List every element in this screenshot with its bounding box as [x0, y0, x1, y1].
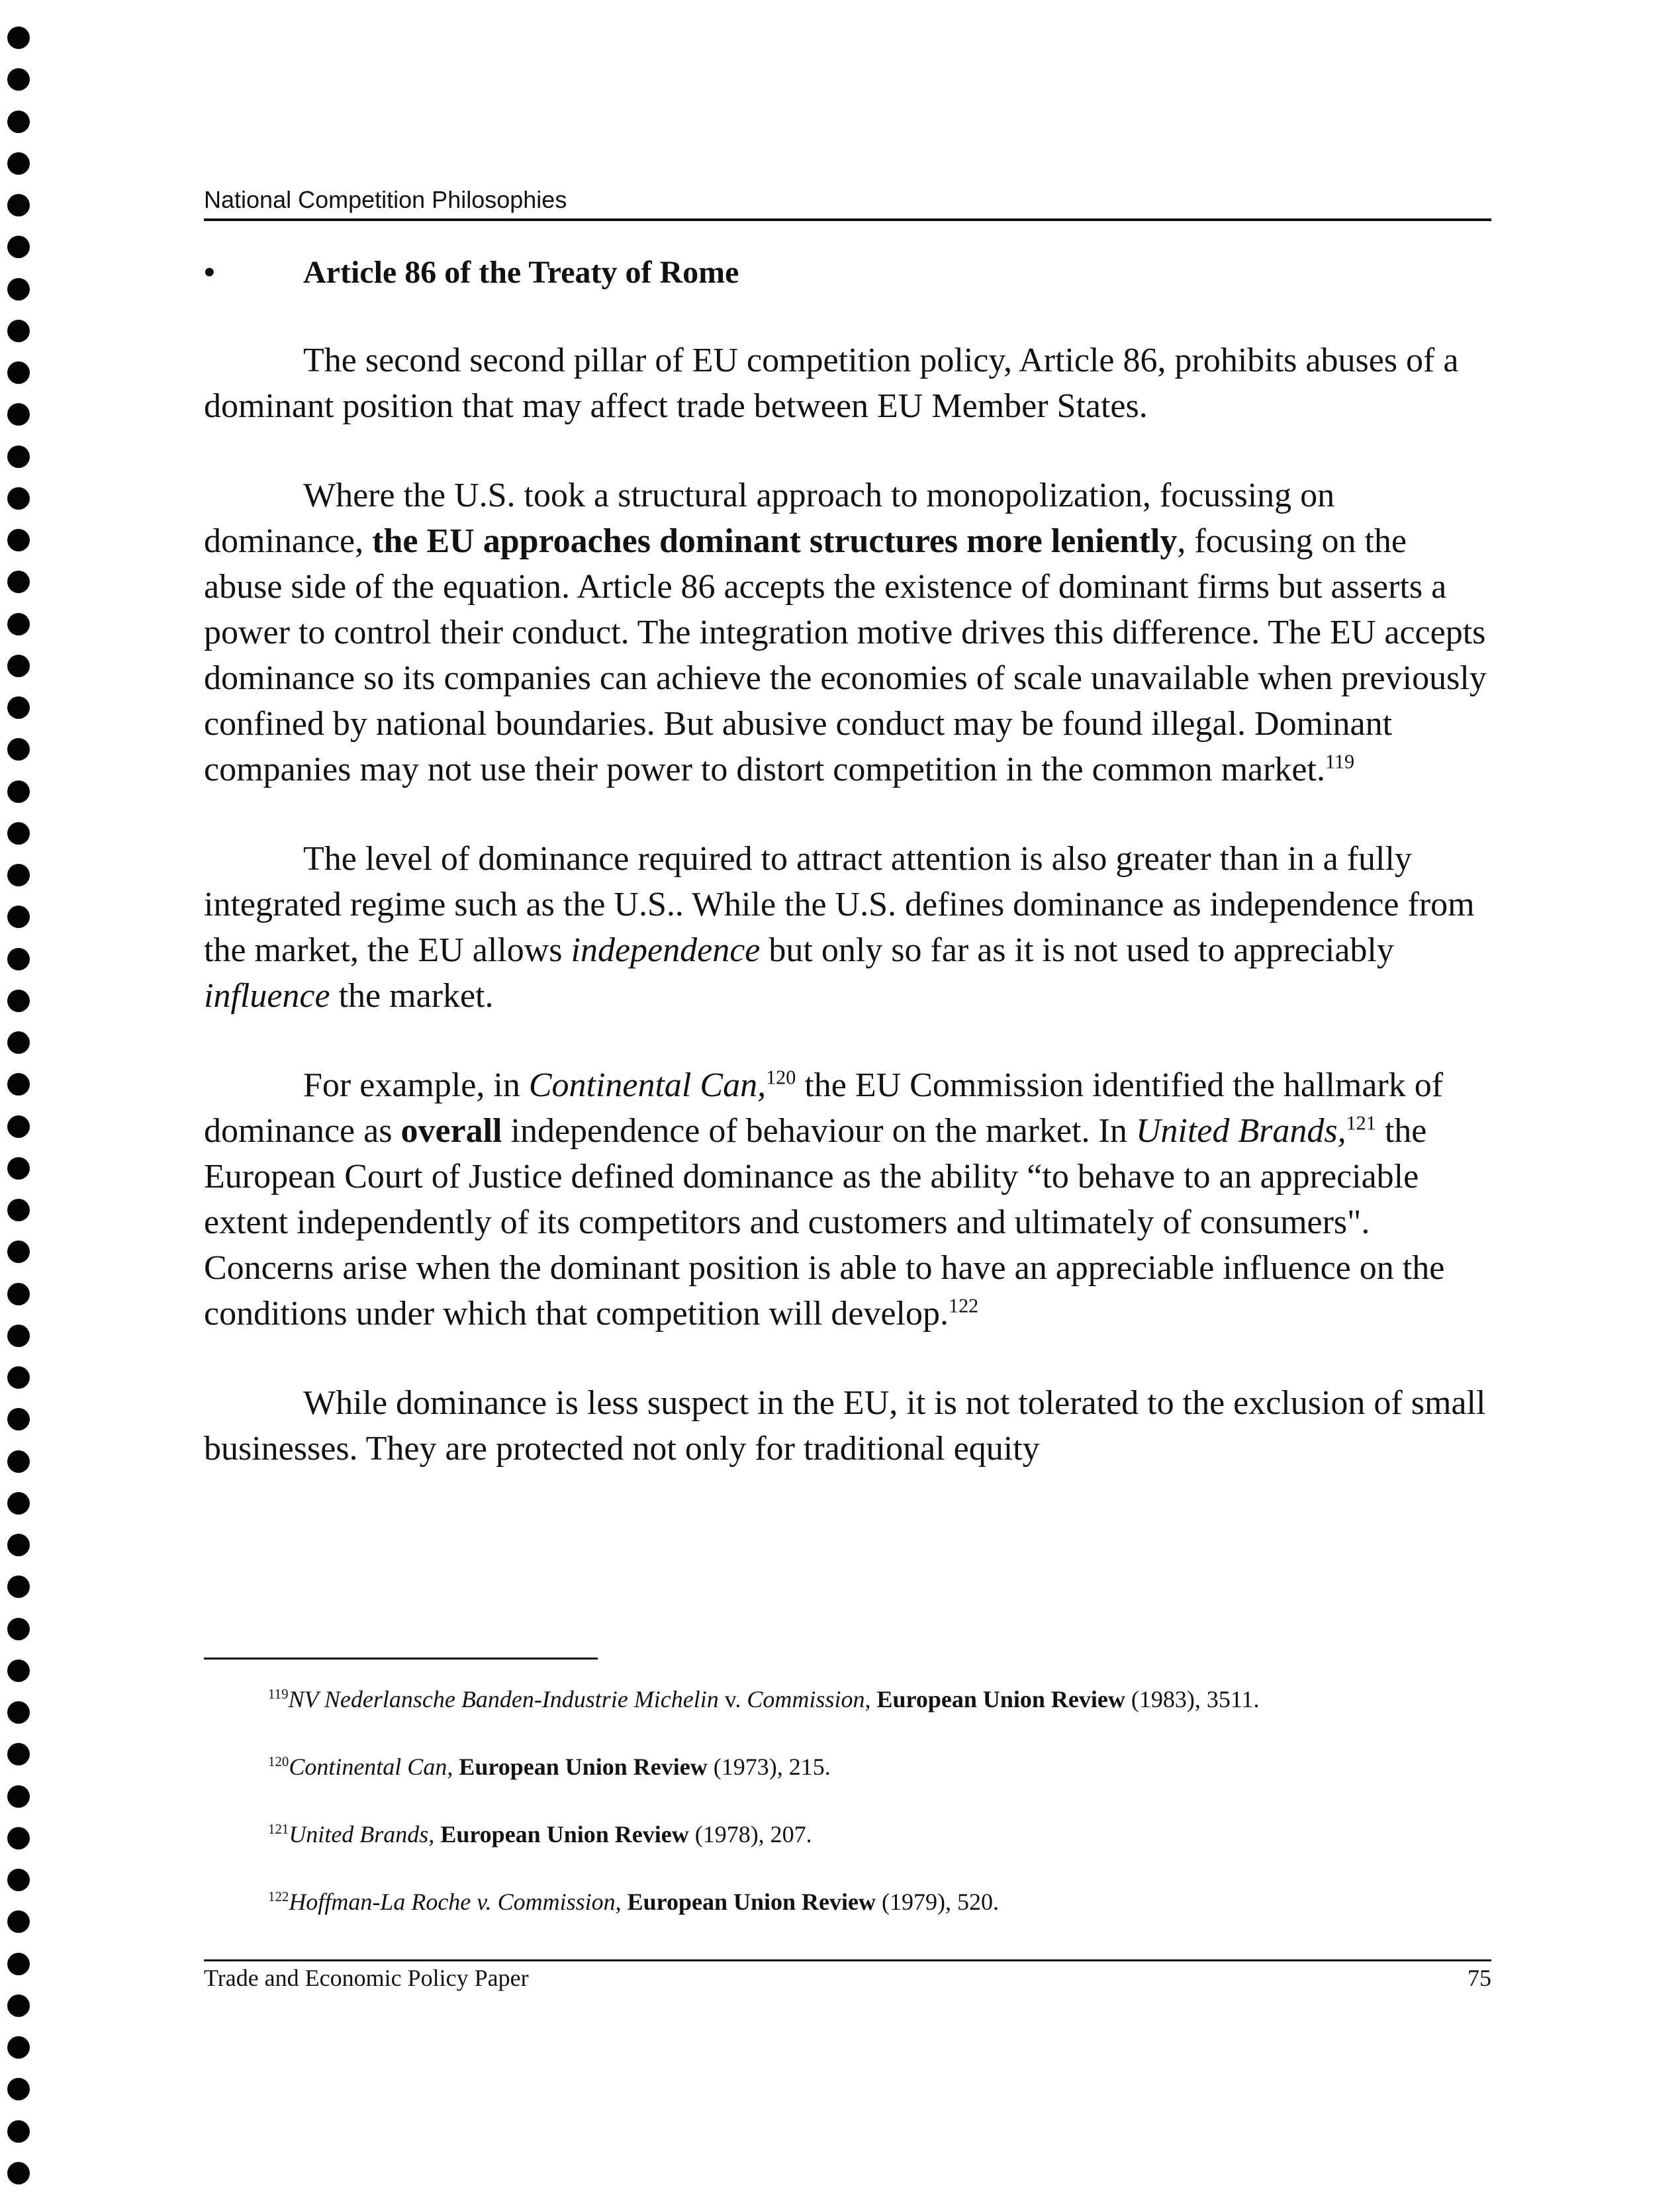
- binding-hole: [7, 738, 30, 761]
- binding-hole: [7, 487, 30, 510]
- binding-hole: [7, 864, 30, 886]
- binding-hole: [7, 2120, 30, 2143]
- binding-hole: [7, 948, 30, 970]
- paragraph-4: [204, 1062, 1491, 1336]
- binding-hole: [7, 1785, 30, 1808]
- footnotes: [268, 1685, 1493, 1955]
- binding-hole: [7, 1660, 30, 1682]
- binding-hole: [7, 68, 30, 91]
- binding-hole: [7, 194, 30, 216]
- binding-hole: [7, 1492, 30, 1515]
- footnote-connector: v.: [718, 1686, 747, 1712]
- footnote-citation: (1983), 3511.: [1125, 1686, 1260, 1712]
- footnote-number: 122: [268, 1889, 289, 1904]
- paragraph-4-text-c: the EU Commission identified the hallmark of dominance as: [204, 1066, 1444, 1150]
- binding-hole: [7, 1283, 30, 1305]
- paragraph-2-text-c: , focusing on the abuse side of the equation. Article 86 accepts the existence of dominant firms but asserts a power to control their conduct. The integration motive drives this difference. The EU accepts dominance so its companies can achieve the economies of scale unavailable when previously confined by national boundaries. But abusive conduct may be found illegal. Dominant companies may not use their power to distort competition in the common market.: [204, 522, 1487, 788]
- footnote-case-name: Hoffman-La Roche v. Commission,: [289, 1889, 622, 1915]
- running-header-title: National Competition Philosophies: [204, 186, 567, 213]
- footnote-case-name: United Brands,: [289, 1821, 435, 1848]
- paragraph-2-bold-phrase: the EU approaches dominant structures more leniently: [372, 522, 1178, 560]
- binding-hole: [7, 1157, 30, 1180]
- footnote-number: 121: [268, 1821, 289, 1837]
- section-bullet: •: [204, 255, 215, 290]
- footnote-ref-120: 120: [766, 1066, 796, 1089]
- binding-hole: [7, 278, 30, 301]
- binding-hole: [7, 1534, 30, 1556]
- footnote-121: [268, 1820, 1493, 1849]
- footnote-number: 119: [268, 1686, 289, 1702]
- binding-hole: [7, 361, 30, 384]
- binding-hole: [7, 1575, 30, 1598]
- paragraph-4-text-g: the European Court of Justice defined dominance as the ability “to behave to an appreciable extent independently of its competitors and customers and ultimately of consumers". Concerns arise when the dominant position is able to have an appreciable influence on the conditions under which that competition will develop.: [204, 1112, 1445, 1333]
- binding-hole: [7, 822, 30, 845]
- paragraph-3-text-e: the market.: [330, 977, 494, 1015]
- paragraph-4-bold-overall: overall: [400, 1112, 502, 1150]
- binding-hole: [7, 1199, 30, 1221]
- footnote-citation: (1979), 520.: [876, 1889, 999, 1915]
- binding-hole: [7, 1450, 30, 1473]
- binding-hole: [7, 403, 30, 426]
- paragraph-2: [204, 473, 1491, 792]
- binding-hole: [7, 111, 30, 133]
- binding-hole: [7, 1366, 30, 1389]
- footnote-source: European Union Review: [627, 1889, 876, 1915]
- binding-hole: [7, 613, 30, 635]
- footnote-120: [268, 1752, 1493, 1781]
- paragraph-5: [204, 1380, 1491, 1472]
- footnote-source: European Union Review: [876, 1686, 1125, 1712]
- binding-hole: [7, 990, 30, 1012]
- binding-hole: [7, 1073, 30, 1096]
- paragraph-3: [204, 836, 1491, 1019]
- binding-hole: [7, 320, 30, 342]
- binding-hole: [7, 2036, 30, 2059]
- footnote-122: [268, 1887, 1493, 1916]
- footnote-source: European Union Review: [440, 1821, 689, 1848]
- binding-hole: [7, 26, 30, 49]
- paragraph-3-text-c: but only so far as it is not used to appreciably: [760, 931, 1394, 969]
- binding-hole: [7, 236, 30, 258]
- binding-hole: [7, 445, 30, 468]
- section-heading-text: Article 86 of the Treaty of Rome: [303, 255, 739, 290]
- footnote-source: European Union Review: [459, 1754, 708, 1780]
- paragraph-4-italic-continental-can: Continental Can,: [528, 1066, 767, 1104]
- paragraph-3-text-a: The level of dominance required to attract attention is also greater than in a fully integrated regime such as the U.S.. While the U.S. defines dominance as independence from the market, the EU allows: [204, 840, 1475, 969]
- footnote-number: 120: [268, 1754, 289, 1769]
- running-header: [204, 185, 1491, 221]
- page-footer: [204, 1963, 1491, 1992]
- paragraph-1-text: The second second pillar of EU competition policy, Article 86, prohibits abuses of a dominant position that may affect trade between EU Member States.: [204, 342, 1459, 425]
- footnote-citation: (1973), 215.: [707, 1754, 831, 1780]
- footnote-ref-121: 121: [1346, 1111, 1376, 1135]
- footnote-ref-119: 119: [1325, 750, 1355, 773]
- binding-hole: [7, 529, 30, 551]
- paragraph-4-text-a: For example, in: [303, 1066, 529, 1104]
- binding-hole: [7, 152, 30, 175]
- page-number: 75: [1468, 1965, 1491, 1991]
- paragraph-5-text: While dominance is less suspect in the EU, it is not tolerated to the exclusion of small businesses. They are protected not only for traditional equity: [204, 1384, 1486, 1468]
- paragraph-2-text-a: Where the U.S. took a structural approach to monopolization, focussing on dominance,: [204, 477, 1335, 560]
- binding-holes: [5, 26, 32, 2184]
- binding-hole: [7, 1408, 30, 1430]
- paragraph-1: [204, 338, 1491, 429]
- binding-hole: [7, 1241, 30, 1263]
- section-heading: [204, 253, 1491, 293]
- footnote-ref-122: 122: [949, 1294, 979, 1317]
- footnote-case-name: Continental Can,: [289, 1754, 453, 1780]
- binding-hole: [7, 1743, 30, 1765]
- paragraph-3-italic-influence: influence: [204, 977, 330, 1015]
- binding-hole: [7, 696, 30, 719]
- binding-hole: [7, 1325, 30, 1347]
- footnote-citation: (1978), 207.: [688, 1821, 812, 1848]
- binding-hole: [7, 2078, 30, 2100]
- binding-hole: [7, 1910, 30, 1933]
- binding-hole: [7, 1953, 30, 1975]
- footnote-separator: [204, 1658, 598, 1660]
- binding-hole: [7, 1701, 30, 1724]
- footer-title: Trade and Economic Policy Paper: [204, 1965, 529, 1991]
- binding-hole: [7, 906, 30, 928]
- binding-hole: [7, 1031, 30, 1054]
- binding-hole: [7, 1869, 30, 1891]
- paragraph-3-italic-independence: independence: [571, 931, 761, 969]
- paragraph-4-italic-united-brands: United Brands,: [1135, 1112, 1346, 1150]
- binding-hole: [7, 571, 30, 593]
- binding-hole: [7, 2162, 30, 2184]
- body-text: [204, 338, 1491, 1515]
- binding-hole: [7, 780, 30, 803]
- binding-hole: [7, 1115, 30, 1138]
- binding-hole: [7, 1994, 30, 2017]
- binding-hole: [7, 655, 30, 677]
- footer-rule: [204, 1959, 1491, 1961]
- footnote-case-name: NV Nederlansche Banden-Industrie Michelin: [288, 1686, 719, 1712]
- paragraph-4-text-e: independence of behaviour on the market. In: [502, 1112, 1136, 1150]
- footnote-119: [268, 1685, 1493, 1714]
- binding-hole: [7, 1618, 30, 1640]
- binding-hole: [7, 1827, 30, 1850]
- footnote-case-party: Commission,: [747, 1686, 871, 1712]
